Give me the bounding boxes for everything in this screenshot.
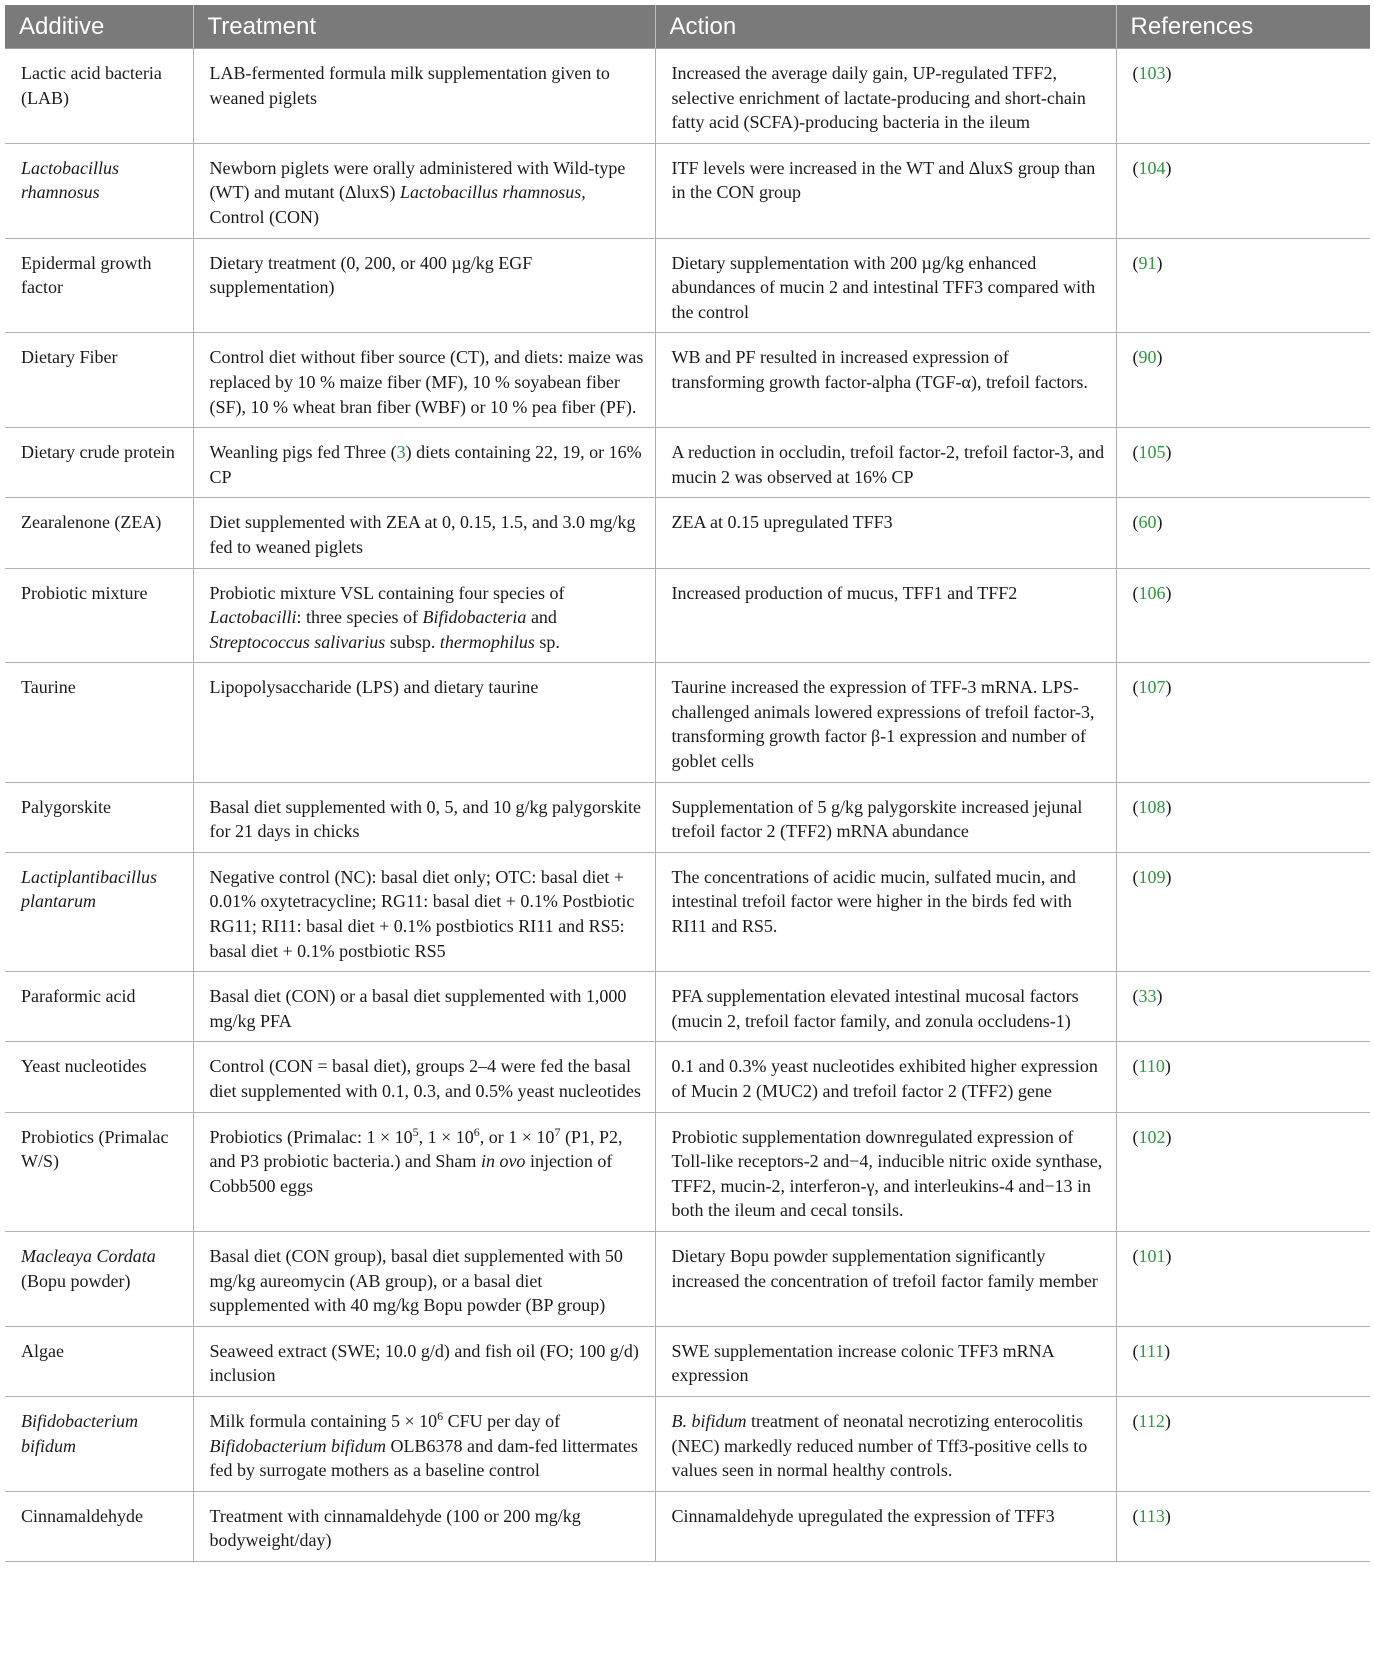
species-name: Streptococcus salivarius <box>209 631 386 652</box>
reference-cell: (113) <box>1132 1505 1171 1526</box>
treatment-cell <box>193 428 655 498</box>
action-cell: Dietary Bopu powder supplementation significantly increased the concentration of trefoil factor family member <box>655 1231 1116 1326</box>
reference-link[interactable]: 112 <box>1138 1410 1165 1431</box>
additive-cell: Zearalenone (ZEA) <box>5 498 193 568</box>
reference-cell: (106) <box>1116 568 1370 663</box>
italic-term: in ovo <box>480 1151 526 1172</box>
action-text: treatment of neonatal necrotizing enterocolitis (NEC) markedly reduced number of Tff3-positive cells to values seen in normal healthy controls. <box>671 1410 1088 1481</box>
treatment-cell <box>193 1396 655 1491</box>
treatment-cell: Basal diet (CON) or a basal diet supplemented with 1,000 mg/kg PFA <box>193 972 655 1042</box>
table-row <box>5 1231 1370 1326</box>
treatment-cell: Control diet without fiber source (CT), and diets: maize was replaced by 10 % maize fiber (MF), 10 % soyabean fiber (SF), 10 % wheat bran fiber (WBF) or 10 % pea fiber (PF). <box>193 333 655 428</box>
reference-link[interactable]: 107 <box>1138 677 1166 698</box>
additive-name: Lactobacillus rhamnosus <box>21 157 119 203</box>
reference-link[interactable]: 60 <box>1138 512 1157 533</box>
treatment-text: and <box>526 607 557 628</box>
additive-cell: Dietary crude protein <box>5 428 193 498</box>
table-row <box>5 143 1370 238</box>
action-cell: A reduction in occludin, trefoil factor-2, trefoil factor-3, and mucin 2 was observed at 16% CP <box>655 428 1116 498</box>
action-cell: Supplementation of 5 g/kg palygorskite increased jejunal trefoil factor 2 (TFF2) mRNA abundance <box>655 782 1116 852</box>
additive-cell: Epidermal growth factor <box>5 238 193 333</box>
additive-name: Bifidobacterium bifidum <box>21 1410 138 1456</box>
reference-link[interactable]: 101 <box>1138 1245 1166 1266</box>
treatment-text: Control (CON) <box>209 206 319 227</box>
treatment-cell: Dietary treatment (0, 200, or 400 µg/kg EGF supplementation) <box>193 238 655 333</box>
additive-cell: Paraformic acid <box>5 972 193 1042</box>
treatment-text: sp. <box>534 631 560 652</box>
reference-cell: (105) <box>1116 428 1370 498</box>
reference-link[interactable]: 110 <box>1138 1056 1165 1077</box>
treatment-text: , or 1 × 10 <box>479 1126 555 1147</box>
table-row <box>5 568 1370 663</box>
treatment-cell: Basal diet (CON group), basal diet supplemented with 50 mg/kg aureomycin (AB group), or a basal diet supplemented with 40 mg/kg Bopu powder (BP group) <box>193 1231 655 1326</box>
treatment-text: ) diets containing 22, 19, or 16% CP <box>209 442 642 487</box>
reference-cell: (33) <box>1116 972 1370 1042</box>
table-row <box>5 498 1370 568</box>
action-cell <box>655 1396 1116 1491</box>
treatment-cell: Negative control (NC): basal diet only; OTC: basal diet + 0.01% oxytetracycline; RG11: basal diet + 0.1% Postbiotic RG11; RI11: basal diet + 0.1% postbiotics RI11 and RS5: basal diet + 0.1% postbiotic RS5 <box>193 852 655 971</box>
reference-cell: (90) <box>1116 333 1370 428</box>
reference-cell: (103) <box>1116 49 1370 144</box>
table-row <box>5 1112 1370 1231</box>
table-row <box>5 49 1370 144</box>
reference-link[interactable]: 111 <box>1138 1340 1165 1361</box>
treatment-text: Newborn piglets were orally administered with Wild-type (WT) and mutant (ΔluxS) <box>209 157 626 203</box>
reference-cell: (60) <box>1116 498 1370 568</box>
treatment-cell <box>193 1112 655 1231</box>
exponent: 7 <box>554 1124 561 1139</box>
reference-link[interactable]: 105 <box>1138 442 1166 463</box>
species-name: Lactobacilli <box>209 607 297 628</box>
treatment-cell: Basal diet supplemented with 0, 5, and 10 g/kg palygorskite for 21 days in chicks <box>193 782 655 852</box>
treatment-cell <box>193 143 655 238</box>
additive-note: (Bopu powder) <box>21 1270 131 1291</box>
reference-cell: (102) <box>1116 1112 1370 1231</box>
table-header-row <box>5 5 1370 49</box>
additive-name: Lactiplantibacillus plantarum <box>21 866 158 912</box>
additive-cell: Probiotic mixture <box>5 568 193 663</box>
reference-cell: (104) <box>1116 143 1370 238</box>
additive-cell <box>5 1231 193 1326</box>
header-references: References <box>1116 5 1370 49</box>
additive-cell <box>5 852 193 971</box>
additive-cell: Dietary Fiber <box>5 333 193 428</box>
table-row <box>5 782 1370 852</box>
table-row <box>5 428 1370 498</box>
action-cell: Increased the average daily gain, UP-regulated TFF2, selective enrichment of lactate-producing and short-chain fatty acid (SCFA)-producing bacteria in the ileum <box>655 49 1116 144</box>
treatment-cell: Control (CON = basal diet), groups 2–4 were fed the basal diet supplemented with 0.1, 0.3, and 0.5% yeast nucleotides <box>193 1042 655 1112</box>
reference-cell: (111) <box>1116 1326 1370 1396</box>
reference-link[interactable]: 102 <box>1138 1126 1166 1147</box>
reference-cell: (112) <box>1116 1396 1370 1491</box>
treatment-text: OLB6378 and dam-fed littermates fed by surrogate mothers as a baseline control <box>209 1435 638 1481</box>
species-name: Lactobacillus rhamnosus, <box>400 182 586 203</box>
treatment-text: injection of Cobb500 eggs <box>209 1151 613 1196</box>
treatment-text: (P1, P2, and P3 probiotic bacteria.) and Sham <box>209 1126 623 1172</box>
additive-cell <box>5 1396 193 1491</box>
table-row <box>5 1042 1370 1112</box>
reference-cell: (101) <box>1116 1231 1370 1326</box>
additives-table <box>5 5 1370 1562</box>
action-cell: ITF levels were increased in the WT and ΔluxS group than in the CON group <box>655 143 1116 238</box>
treatment-text: Probiotics (Primalac: 1 × 10 <box>209 1126 413 1147</box>
table-row <box>5 1326 1370 1396</box>
action-cell: ZEA at 0.15 upregulated TFF3 <box>655 498 1116 568</box>
reference-link[interactable]: 108 <box>1138 796 1166 817</box>
reference-link[interactable]: 109 <box>1138 866 1166 887</box>
table-row <box>5 663 1370 782</box>
reference-cell: (107) <box>1116 663 1370 782</box>
additive-cell <box>5 143 193 238</box>
additive-cell: Taurine <box>5 663 193 782</box>
treatment-text: Weanling pigs fed Three ( <box>209 442 397 463</box>
action-cell: The concentrations of acidic mucin, sulfated mucin, and intestinal trefoil factor were higher in the birds fed with RI11 and RS5. <box>655 852 1116 971</box>
treatment-cell: Seaweed extract (SWE; 10.0 g/d) and fish oil (FO; 100 g/d) inclusion <box>193 1326 655 1396</box>
treatment-cell: Treatment with cinnamaldehyde (100 or 200 mg/kg bodyweight/day) <box>193 1491 655 1561</box>
species-name: B. bifidum <box>671 1410 747 1431</box>
action-cell: Increased production of mucus, TFF1 and TFF2 <box>655 568 1116 663</box>
reference-cell: (91) <box>1116 238 1370 333</box>
additive-cell: Algae <box>5 1326 193 1396</box>
treatment-text: Milk formula containing 5 × 10 <box>209 1410 438 1431</box>
treatment-text: Probiotic mixture VSL containing four species of <box>209 582 565 603</box>
exponent: 6 <box>437 1408 444 1423</box>
additive-cell: Palygorskite <box>5 782 193 852</box>
table-row <box>5 1491 1370 1561</box>
action-cell: 0.1 and 0.3% yeast nucleotides exhibited higher expression of Mucin 2 (MUC2) and trefoil factor 2 (TFF2) gene <box>655 1042 1116 1112</box>
additive-cell: Yeast nucleotides <box>5 1042 193 1112</box>
action-cell: Taurine increased the expression of TFF-3 mRNA. LPS-challenged animals lowered expressions of trefoil factor-3, transforming growth factor β-1 expression and number of goblet cells <box>655 663 1116 782</box>
table-row <box>5 1396 1370 1491</box>
reference-link[interactable]: 113 <box>1138 1505 1165 1526</box>
treatment-cell <box>193 568 655 663</box>
reference-link[interactable]: 103 <box>1138 63 1166 83</box>
header-additive: Additive <box>5 5 193 49</box>
reference-cell: (109) <box>1116 852 1370 971</box>
table-row <box>5 238 1370 333</box>
treatment-text: subsp. <box>385 631 440 652</box>
action-cell: Dietary supplementation with 200 µg/kg enhanced abundances of mucin 2 and intestinal TFF3 compared with the control <box>655 238 1116 333</box>
exponent: 6 <box>473 1124 480 1139</box>
reference-cell: (108) <box>1116 782 1370 852</box>
reference-link[interactable]: 91 <box>1138 252 1157 273</box>
additive-name: Macleaya Cordata <box>21 1245 156 1266</box>
species-name: Bifidobacteria <box>422 607 527 628</box>
header-action: Action <box>655 5 1116 49</box>
treatment-cell: Diet supplemented with ZEA at 0, 0.15, 1.5, and 3.0 mg/kg fed to weaned piglets <box>193 498 655 568</box>
action-cell: WB and PF resulted in increased expression of transforming growth factor-alpha (TGF-α), trefoil factors. <box>655 333 1116 428</box>
table-row <box>5 972 1370 1042</box>
table-row <box>5 852 1370 971</box>
additive-cell: Probiotics (Primalac W/S) <box>5 1112 193 1231</box>
reference-link[interactable]: 90 <box>1138 347 1157 368</box>
species-name: Bifidobacterium bifidum <box>209 1435 386 1456</box>
reference-link[interactable]: 106 <box>1138 582 1166 603</box>
treatment-cell: Lipopolysaccharide (LPS) and dietary taurine <box>193 663 655 782</box>
additive-cell: Cinnamaldehyde <box>5 1491 193 1561</box>
reference-cell: (110) <box>1116 1042 1370 1112</box>
additive-cell: Lactic acid bacteria (LAB) <box>5 49 193 144</box>
species-name: thermophilus <box>439 631 535 652</box>
reference-link[interactable]: 33 <box>1138 986 1157 1007</box>
treatment-cell: LAB-fermented formula milk supplementation given to weaned piglets <box>193 49 655 144</box>
reference-link[interactable]: 104 <box>1138 157 1166 178</box>
treatment-text: , 1 × 10 <box>418 1126 474 1147</box>
action-cell: SWE supplementation increase colonic TFF3 mRNA expression <box>655 1326 1116 1396</box>
treatment-text: : three species of <box>296 607 423 628</box>
header-treatment: Treatment <box>193 5 655 49</box>
treatment-text: CFU per day of <box>443 1410 561 1431</box>
action-cell: Cinnamaldehyde upregulated the expression of TFF3 <box>655 1491 1116 1561</box>
action-cell: PFA supplementation elevated intestinal mucosal factors (mucin 2, trefoil factor family, and zonula occludens-1) <box>655 972 1116 1042</box>
reference-link[interactable]: 3 <box>396 442 406 463</box>
table-row <box>5 333 1370 428</box>
action-cell: Probiotic supplementation downregulated expression of Toll-like receptors-2 and−4, inducible nitric oxide synthase, TFF2, mucin-2, interferon-γ, and interleukins-4 and−13 in both the ileum and cecal tonsils. <box>655 1112 1116 1231</box>
exponent: 5 <box>412 1124 419 1139</box>
